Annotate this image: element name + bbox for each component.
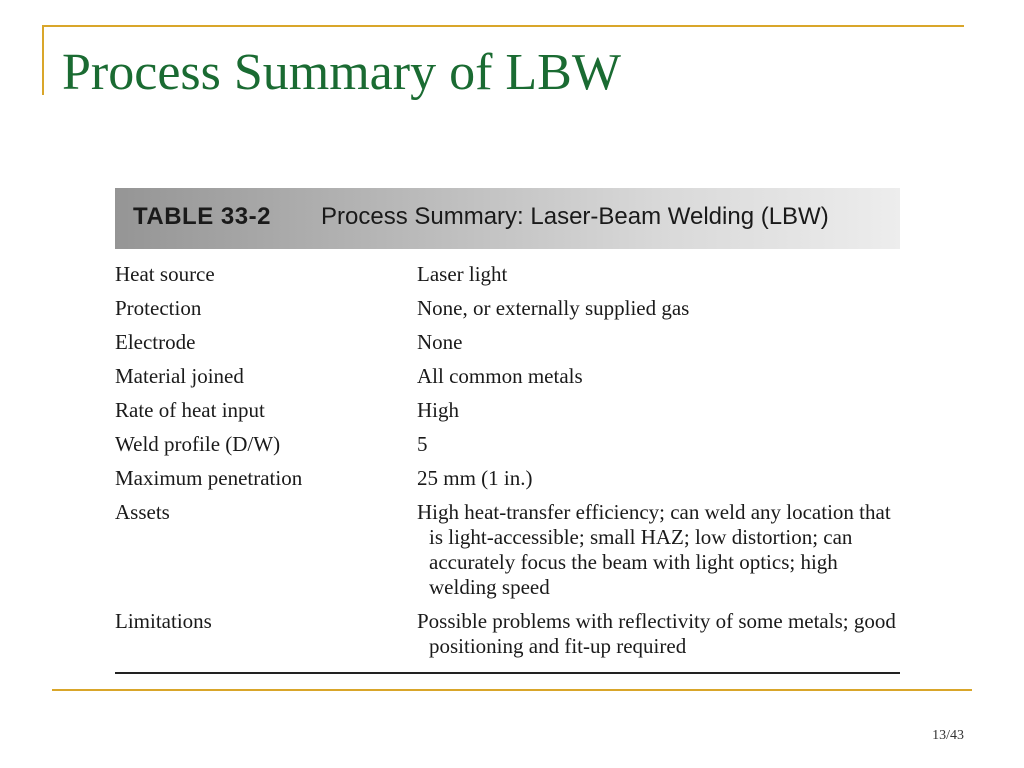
row-value: Laser light — [417, 262, 508, 286]
table-header — [115, 188, 900, 249]
table-row-maximum-penetration — [115, 466, 900, 491]
table-row-weld-profile — [115, 432, 900, 457]
row-label: Protection — [115, 296, 202, 320]
table-caption: Process Summary: Laser-Beam Welding (LBW) — [321, 203, 829, 230]
table-row-rate-of-heat-input — [115, 398, 900, 423]
table-row-protection — [115, 296, 900, 321]
row-value: None — [417, 330, 463, 354]
row-label: Material joined — [115, 364, 244, 388]
slide-frame-bottom-rule — [52, 689, 972, 691]
row-label: Electrode — [115, 330, 196, 354]
slide-title: Process Summary of LBW — [62, 44, 621, 101]
row-label: Assets — [115, 500, 170, 524]
table-bottom-rule — [115, 672, 900, 674]
row-label: Maximum penetration — [115, 466, 303, 490]
process-summary-table — [115, 262, 900, 668]
row-label: Limitations — [115, 609, 212, 633]
row-value: All common metals — [417, 364, 583, 388]
row-label: Heat source — [115, 262, 215, 286]
table-row-heat-source — [115, 262, 900, 287]
table-row-limitations — [115, 609, 900, 659]
row-label: Weld profile (D/W) — [115, 432, 281, 456]
table-row-assets — [115, 500, 900, 600]
table-row-electrode — [115, 330, 900, 355]
row-value: Possible problems with reflectivity of some metals; good positioning and fit-up required — [417, 609, 896, 658]
row-value: High — [417, 398, 459, 422]
row-value: 5 — [417, 432, 428, 456]
table-number: TABLE 33-2 — [133, 203, 271, 230]
row-label: Rate of heat input — [115, 398, 265, 422]
slide-frame-top-rule — [42, 25, 964, 27]
table-row-material-joined — [115, 364, 900, 389]
row-value: 25 mm (1 in.) — [417, 466, 533, 490]
row-value: High heat-transfer efficiency; can weld any location that is light-accessible; small HAZ; low distortion; can accurately focus the beam with light optics; high welding speed — [417, 500, 891, 599]
row-value: None, or externally supplied gas — [417, 296, 690, 320]
slide-frame-left-rule — [42, 25, 44, 95]
page-number: 13/43 — [932, 728, 964, 743]
